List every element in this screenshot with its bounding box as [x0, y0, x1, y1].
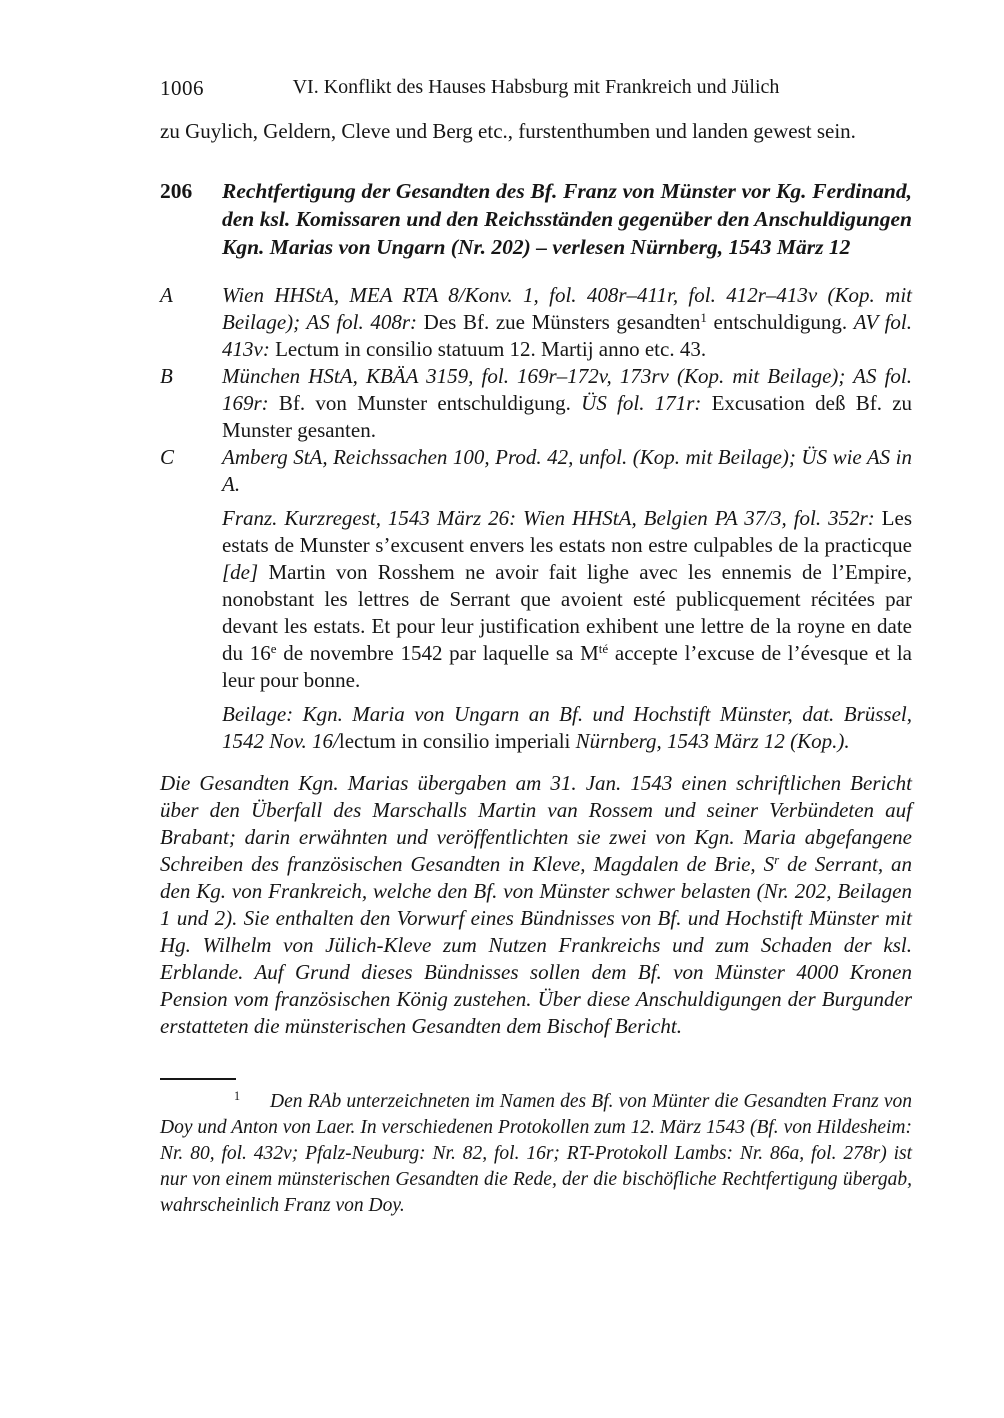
superscript-ordinal: e [270, 640, 277, 656]
text-run: Die Gesandten Kgn. Marias übergaben am 31. Jan. 1543 einen schriftlichen Bericht über den Überfall des Marschalls Martin van Rossem und seiner Verbündeten auf Brabant; darin erwähnten und veröffentlichten sie zwei von Kgn. Maria abgefangene Schreiben des französischen Gesandten in Kleve, Magdalen de Brie, S [160, 771, 912, 876]
entry-heading [160, 177, 912, 261]
source-item-c [160, 444, 912, 498]
text-run: ÜS fol. 171r: [581, 391, 712, 415]
text-run: München HStA, KBÄA 3159, fol. 169r–172v, 173rv (Kop. mit Beilage); AS fol. 169r: [222, 364, 912, 415]
footnote-area [160, 1078, 912, 1219]
text-run: Bf. von Munster entschuldigung. [278, 391, 582, 415]
text-run: [de] [222, 560, 259, 584]
text-run: Martin von Rosshem ne avoir fait lighe avec les ennemis de l’Empire, nonobstant les lettres de Serrant que avoient esté publicquement récitées par devant les estats. Et pour leur justification exhibent une lettre de la royne en date du 16 [222, 560, 912, 665]
text-run: Amberg StA, Reichssachen 100, Prod. 42, unfol. (Kop. mit Beilage); ÜS wie AS in A. [222, 445, 912, 496]
footnote-1 [160, 1089, 912, 1219]
text-run: Franz. Kurzregest, 1543 März 26: Wien HHStA, Belgien PA 37/3, fol. 352r: [222, 506, 882, 530]
text-run: entschuldigung. [706, 310, 854, 334]
page-number: 1006 [160, 76, 204, 100]
text-run: Lectum in consilio statuum 12. Martij anno etc. 43. [275, 337, 707, 361]
carryover-paragraph: zu Guylich, Geldern, Cleve und Berg etc., furstenthumben und landen gewest sein. [160, 119, 856, 143]
kurzregest-paragraph [160, 505, 912, 694]
text-run: de novembre 1542 par laquelle sa M [276, 641, 599, 665]
text-run: accepte l’excuse de l’évesque et la leur pour bonne. [222, 641, 912, 692]
source-item-b [160, 363, 912, 444]
footnote-marker: 1 [234, 1089, 241, 1104]
entry-number: 206 [160, 179, 193, 203]
entry-title: Rechtfertigung der Gesandten des Bf. Franz von Münster vor Kg. Ferdinand, den ksl. Komissaren und den Reichsständen gegenüber den Anschuldigungen Kgn. Marias von Ungarn (Nr. 202) – verlesen Nürnberg, 1543 März 12 [222, 179, 912, 259]
footnote-rule [160, 1078, 236, 1080]
superscript-abbreviation: té [598, 640, 609, 656]
footnote-reference: 1 [700, 309, 707, 325]
running-head-title: VI. Konflikt des Hauses Habsburg mit Frankreich und Jülich [292, 76, 780, 98]
text-run: Nürnberg, 1543 März 12 (Kop.). [575, 729, 850, 753]
text-run: lectum in consilio imperiali [338, 729, 576, 753]
source-label-b: B [160, 364, 173, 388]
text-run: Beilage: Kgn. Maria von Ungarn an Bf. und Hochstift Münster, dat. Brüssel, 1542 Nov. 16/ [222, 702, 912, 753]
text-run: AV fol. 413v: [222, 310, 912, 361]
footnote-text: Den RAb unterzeichneten im Namen des Bf. von Münter die Gesandten Franz von Doy und Anton von Laer. In verschiedenen Protokollen zum 12. März 1543 (Bf. von Hildesheim: Nr. 80, fol. 432v; Pfalz-Neuburg: Nr. 82, fol. 16r; RT-Protokoll Lambs: Nr. 86a, fol. 278r) ist nur von einem münsterischen Gesandten die Rede, der die bischöfliche Rechtfertigung übergab, wahrscheinlich Franz von Doy. [160, 1091, 912, 1216]
superscript-abbreviation: r [774, 851, 780, 867]
text-run: de Serrant, an den Kg. von Frankreich, welche den Bf. von Münster schwer belasten (Nr. 202, Beilagen 1 und 2). Sie enthalten den Vorwurf eines Bündnisses von Bf. und Hochstift Münster mit Hg. Wilhelm von Jülich-Kleve zum Nutzen Frankreichs und zum Schaden der ksl. Erblande. Auf Grund dieses Bündnisses sollen dem Bf. von Münster 4000 Kronen Pension vom französischen König zustehen. Über diese Anschuldigungen der Burgunder erstatteten die münsterischen Gesandten dem Bischof Bericht. [160, 852, 912, 1038]
text-run: Excusation deß Bf. zu Munster gesanten. [222, 391, 913, 442]
text-run: Des Bf. zue Münsters gesandten [423, 310, 701, 334]
beilage-paragraph [160, 701, 912, 755]
page-header [160, 76, 912, 104]
text-run: Wien HHStA, MEA RTA 8/Konv. 1, fol. 408r–411r, fol. 412r–413v (Kop. mit Beilage); AS fol. 408r: [222, 283, 912, 334]
text-column [160, 76, 912, 1219]
source-label-a: A [160, 283, 173, 307]
text-run: Les estats de Munster s’excusent envers les estats non estre culpables de la practicque [222, 506, 912, 557]
source-item-a [160, 282, 912, 363]
summary-paragraph [160, 770, 912, 1040]
source-label-c: C [160, 445, 175, 469]
